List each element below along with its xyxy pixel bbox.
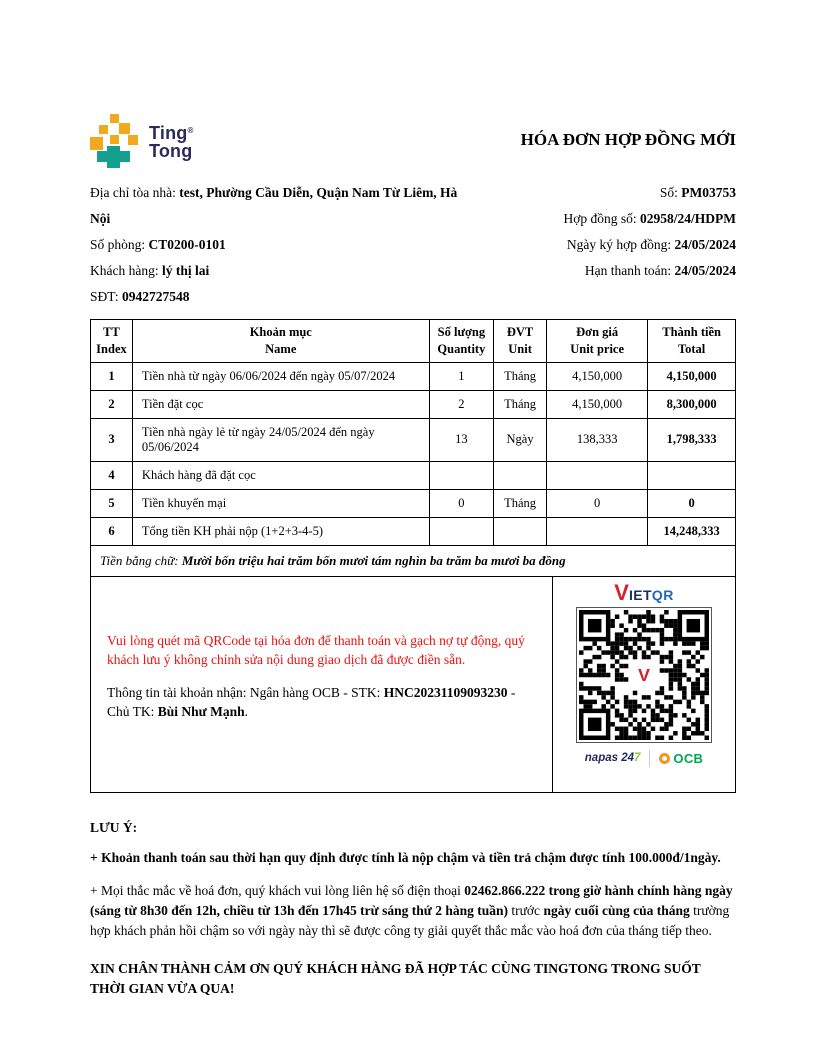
col-header-name: Khoản mục Name <box>132 320 429 363</box>
payment-instructions <box>91 577 553 792</box>
thank-you-message: XIN CHÂN THÀNH CẢM ƠN QUÝ KHÁCH HÀNG ĐÃ HỢP TÁC CÙNG TINGTONG TRONG SUỐT THỜI GIAN VỪA QUA! <box>90 960 701 996</box>
header <box>90 114 736 168</box>
cell-quantity: 0 <box>429 489 494 517</box>
cell-grand-total: 14,248,333 <box>648 517 736 545</box>
cell-name: Tiền khuyến mại <box>132 489 429 517</box>
contract-info <box>472 180 736 310</box>
bank-account-info: Thông tin tài khoản nhận: Ngân hàng OCB - STK: HNC20231109093230 - Chủ TK: Bùi Như Mạnh. <box>107 684 516 720</box>
col-header-unit: ĐVT Unit <box>494 320 547 363</box>
cell-unit <box>494 517 547 545</box>
cell-name: Tiền nhà ngày lẻ từ ngày 24/05/2024 đến ngày 05/06/2024 <box>132 418 429 461</box>
cell-unit: Tháng <box>494 489 547 517</box>
customer-name: Khách hàng: lý thị lai <box>90 263 210 278</box>
amount-in-words: Tiền bằng chữ: Mười bốn triệu hai trăm bốn mươi tám nghìn ba trăm ba mươi ba đồng <box>90 545 736 577</box>
notes-section <box>90 820 736 999</box>
document-title: HÓA ĐƠN HỢP ĐỒNG MỚI <box>520 130 736 149</box>
table-row <box>91 418 736 461</box>
col-header-quantity: Số lượng Quantity <box>429 320 494 363</box>
late-payment-note: + Khoản thanh toán sau thời hạn quy định được tính là nộp chậm và tiền trả chậm được tính 100.000đ/1ngày. <box>90 849 721 865</box>
cell-name: Khách hàng đã đặt cọc <box>132 461 429 489</box>
table-row <box>91 461 736 489</box>
napas-247-logo: napas 247 <box>584 752 641 765</box>
cell-index: 3 <box>91 418 133 461</box>
cell-index: 6 <box>91 517 133 545</box>
invoice-info <box>90 180 736 310</box>
col-header-total: Thành tiền Total <box>648 320 736 363</box>
cell-index: 2 <box>91 390 133 418</box>
cell-total: 1,798,333 <box>648 418 736 461</box>
registered-mark: ® <box>187 126 194 135</box>
qr-code <box>576 607 712 743</box>
cell-quantity <box>429 517 494 545</box>
divider <box>649 750 650 767</box>
cell-name: Tiền nhà từ ngày 06/06/2024 đến ngày 05/07/2024 <box>132 362 429 390</box>
cell-name: Tổng tiền KH phải nộp (1+2+3-4-5) <box>132 517 429 545</box>
building-address: Địa chỉ tòa nhà: test, Phường Cầu Diễn, Quận Nam Từ Liêm, Hà Nội <box>90 185 458 226</box>
tingtong-logo-icon <box>90 114 138 168</box>
cell-index: 4 <box>91 461 133 489</box>
cell-index: 1 <box>91 362 133 390</box>
cell-quantity: 13 <box>429 418 494 461</box>
svg-text:V: V <box>638 664 650 685</box>
contract-sign-date: Ngày ký hợp đồng: 24/05/2024 <box>566 237 736 252</box>
col-header-unit-price: Đơn giá Unit price <box>547 320 648 363</box>
cell-unit-price: 138,333 <box>547 418 648 461</box>
cell-unit-price <box>547 517 648 545</box>
cell-unit: Tháng <box>494 362 547 390</box>
cell-name: Tiền đặt cọc <box>132 390 429 418</box>
room-number: Số phòng: CT0200-0101 <box>90 237 226 252</box>
table-row <box>91 362 736 390</box>
customer-info <box>90 180 472 310</box>
contact-note: + Mọi thắc mắc về hoá đơn, quý khách vui lòng liên hệ số điện thoại 02462.866.222 trong giờ hành chính hàng ngày (sáng từ 8h30 đến 12h, chiều từ 13h đến 17h45 trừ sáng thứ 2 hàng tuần) trước ngày cuối cùng của tháng trường hợp khách phản hồi chậm so với ngày này thì sẽ được công ty giải quyết thắc mắc vào hoá đơn của tháng tiếp theo. <box>90 882 733 939</box>
cell-total: 8,300,000 <box>648 390 736 418</box>
tingtong-wordmark: Ting® Tong <box>149 123 194 161</box>
contract-number: Hợp đồng số: 02958/24/HDPM <box>563 211 736 226</box>
cell-quantity: 2 <box>429 390 494 418</box>
cell-unit-price: 4,150,000 <box>547 390 648 418</box>
cell-unit: Tháng <box>494 390 547 418</box>
cell-total <box>648 461 736 489</box>
notes-title: LƯU Ý: <box>90 819 138 835</box>
payment-due-date: Hạn thanh toán: 24/05/2024 <box>584 263 736 278</box>
table-row-grand-total <box>91 517 736 545</box>
qr-panel <box>553 577 735 792</box>
payment-box <box>90 576 736 793</box>
qr-payment-notice: Vui lòng quét mã QRCode tại hóa đơn để thanh toán và gạch nợ tự động, quý khách lưu ý không chỉnh sửa nội dung giao dịch đã được điền sẵn. <box>107 632 525 668</box>
table-header-row <box>91 320 736 363</box>
cell-quantity <box>429 461 494 489</box>
cell-unit-price <box>547 461 648 489</box>
cell-total: 0 <box>648 489 736 517</box>
invoice-number: Số: PM03753 <box>659 185 736 200</box>
invoice-items-table <box>90 319 736 546</box>
cell-unit-price: 4,150,000 <box>547 362 648 390</box>
vietqr-logo: V IET QR <box>614 579 674 605</box>
cell-unit-price: 0 <box>547 489 648 517</box>
table-row <box>91 390 736 418</box>
cell-unit: Ngày <box>494 418 547 461</box>
cell-quantity: 1 <box>429 362 494 390</box>
customer-phone: SĐT: 0942727548 <box>90 289 190 304</box>
invoice-page <box>90 0 736 999</box>
payment-networks <box>585 750 703 767</box>
cell-unit <box>494 461 547 489</box>
cell-index: 5 <box>91 489 133 517</box>
ocb-ring-icon <box>659 753 670 764</box>
ocb-logo: OCB <box>659 751 703 766</box>
col-header-index: TT Index <box>91 320 133 363</box>
cell-total: 4,150,000 <box>648 362 736 390</box>
table-row <box>91 489 736 517</box>
tingtong-logo <box>90 114 194 168</box>
